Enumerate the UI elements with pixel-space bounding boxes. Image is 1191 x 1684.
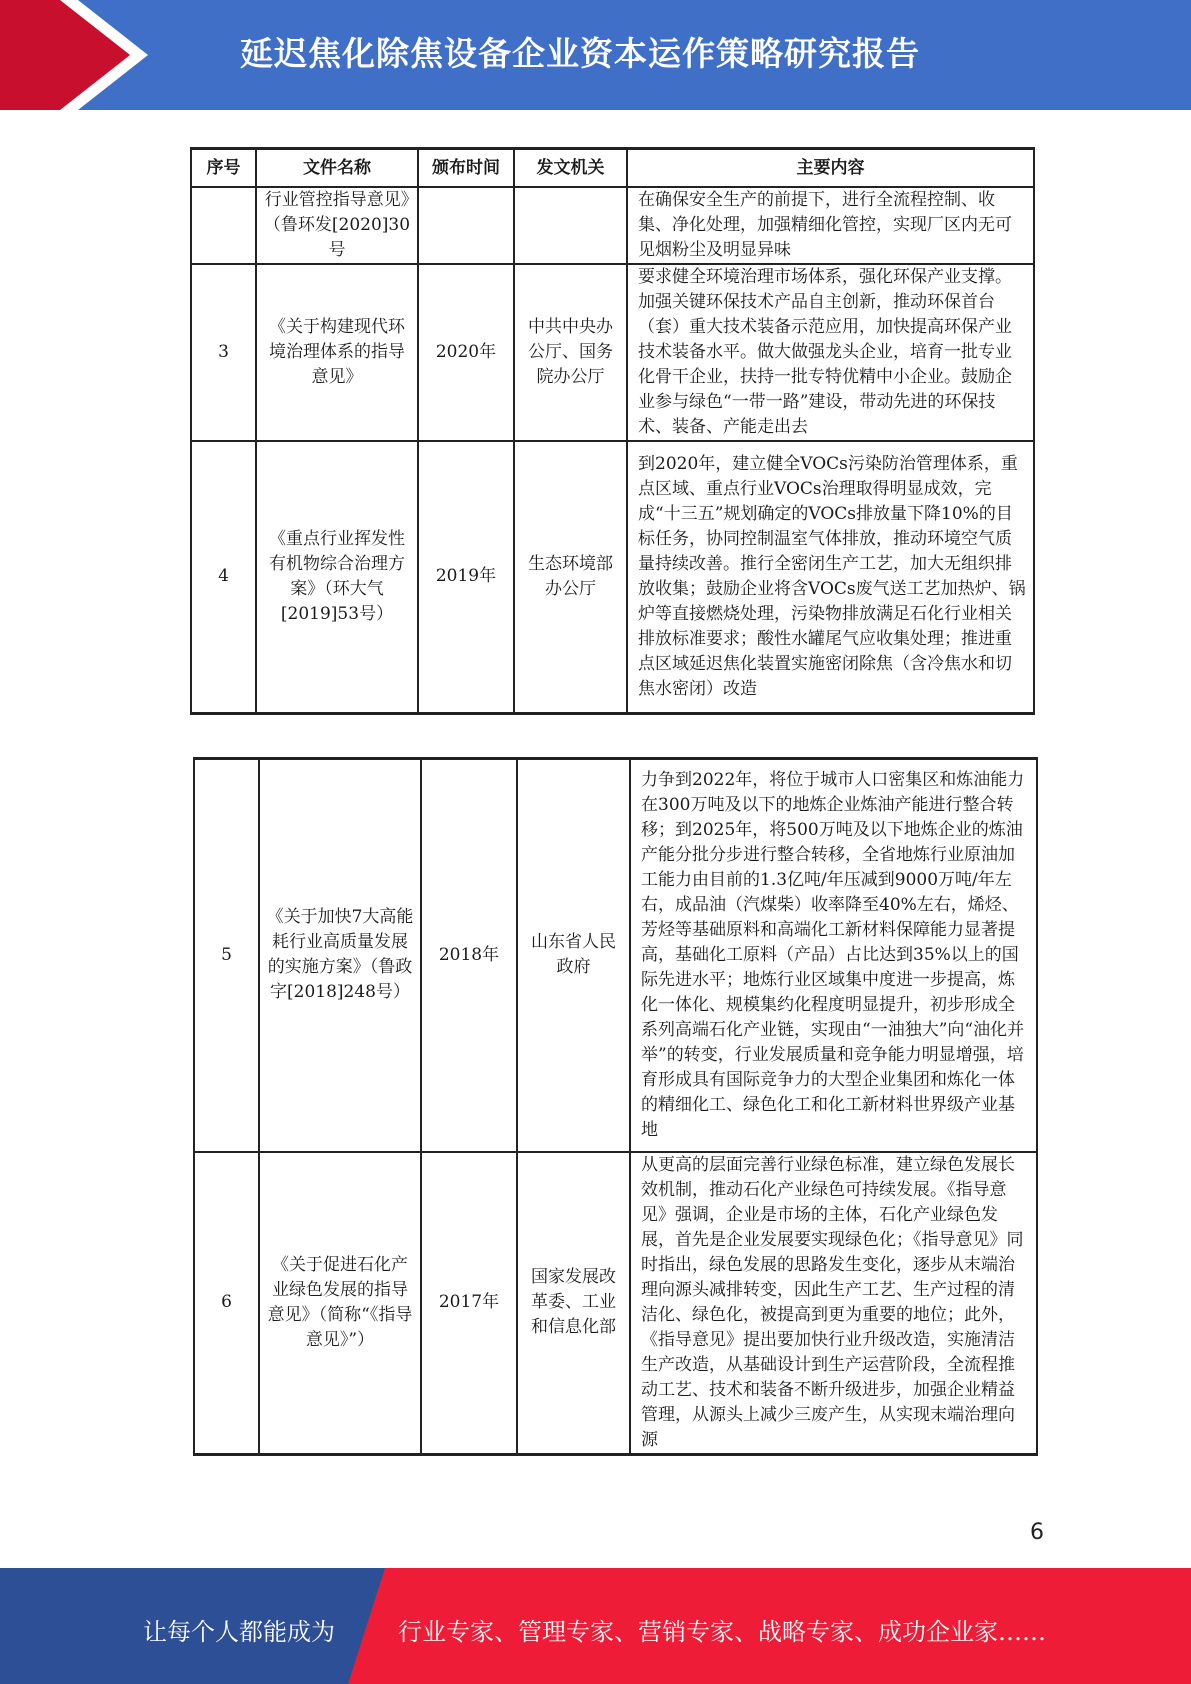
- footer-slogan-left: 让每个人都能成为: [143, 1618, 335, 1646]
- table-row: [191, 441, 1034, 713]
- header-name: 文件名称: [256, 149, 418, 188]
- cell-year: 2019年: [418, 441, 514, 713]
- header-year: 颁布时间: [418, 149, 514, 188]
- cell-no: 6: [194, 1152, 259, 1455]
- cell-no: [191, 187, 256, 264]
- table-row: [191, 187, 1034, 264]
- header-content: 主要内容: [627, 149, 1034, 188]
- cell-year: 2020年: [418, 264, 514, 441]
- cell-name: 行业管控指导意见》（鲁环发[2020]30号: [256, 187, 418, 264]
- cell-content: 在确保安全生产的前提下，进行全流程控制、收集、净化处理，加强精细化管控，实现厂区内无可见烟粉尘及明显异味: [627, 187, 1034, 264]
- cell-content: 要求健全环境治理市场体系，强化环保产业支撑。加强关键环保技术产品自主创新，推动环保首台（套）重大技术装备示范应用，加快提高环保产业技术装备水平。做大做强龙头企业，培育一批专业化骨干企业，扶持一批专特优精中小企业。鼓励企业参与绿色“一带一路”建设，带动先进的环保技术、装备、产能走出去: [627, 264, 1034, 441]
- cell-no: 3: [191, 264, 256, 441]
- table-row: [191, 264, 1034, 441]
- page-number: 6: [1030, 1520, 1044, 1545]
- policy-table-part-2: [193, 757, 1038, 1456]
- cell-issuer: 国家发展改革委、工业和信息化部: [517, 1152, 630, 1455]
- cell-no: 5: [194, 759, 259, 1152]
- cell-content: 力争到2022年，将位于城市人口密集区和炼油能力在300万吨及以下的地炼企业炼油产能进行整合转移；到2025年，将500万吨及以下地炼企业的炼油产能分批分步进行整合转移，全省地炼行业原油加工能力由目前的1.3亿吨/年压减到9000万吨/年左右，成品油（汽煤柴）收率降至40%左右，烯烃、芳烃等基础原料和高端化工新材料保障能力显著提高，基础化工原料（产品）占比达到35%以上的国际先进水平；地炼行业区域集中度进一步提高，炼化一体化、规模集约化程度明显提升，初步形成全系列高端石化产业链，实现由“一油独大”向“油化并举”的转变，行业发展质量和竞争能力明显增强，培育形成具有国际竞争力的大型企业集团和炼化一体的精细化工、绿色化工和化工新材料世界级产业基地: [630, 759, 1037, 1152]
- cell-issuer: 生态环境部办公厅: [514, 441, 627, 713]
- cell-issuer: [514, 187, 627, 264]
- table-header-row: [191, 149, 1034, 188]
- cell-name: 《重点行业挥发性有机物综合治理方案》（环大气[2019]53号）: [256, 441, 418, 713]
- header-no: 序号: [191, 149, 256, 188]
- page-footer: [0, 1568, 1191, 1684]
- header-issuer: 发文机关: [514, 149, 627, 188]
- page-header: [0, 0, 1191, 110]
- cell-year: [418, 187, 514, 264]
- cell-issuer: 中共中央办公厅、国务院办公厅: [514, 264, 627, 441]
- footer-slogan-right: 行业专家、管理专家、营销专家、战略专家、成功企业家……: [398, 1618, 1046, 1646]
- report-title: 延迟焦化除焦设备企业资本运作策略研究报告: [240, 34, 920, 73]
- cell-content: 从更高的层面完善行业绿色标准，建立绿色发展长效机制，推动石化产业绿色可持续发展。《指导意见》强调，企业是市场的主体，石化产业绿色发展，首先是企业发展要实现绿色化；《指导意见》同时指出，绿色发展的思路发生变化，逐步从末端治理向源头减排转变，因此生产工艺、生产过程的清洁化、绿色化，被提高到更为重要的地位；此外，《指导意见》提出要加快行业升级改造，实施清洁生产改造，从基础设计到生产运营阶段，全流程推动工艺、技术和装备不断升级进步，加强企业精益管理，从源头上减少三废产生，从实现末端治理向源: [630, 1152, 1037, 1455]
- cell-name: 《关于加快7大高能耗行业高质量发展的实施方案》（鲁政字[2018]248号）: [259, 759, 421, 1152]
- cell-content: 到2020年，建立健全VOCs污染防治管理体系，重点区域、重点行业VOCs治理取得明显成效，完成“十三五”规划确定的VOCs排放量下降10%的目标任务，协同控制温室气体排放，推动环境空气质量持续改善。推行全密闭生产工艺，加大无组织排放收集；鼓励企业将含VOCs废气送工艺加热炉、锅炉等直接燃烧处理，污染物排放满足石化行业相关排放标准要求；酸性水罐尾气应收集处理；推进重点区域延迟焦化装置实施密闭除焦（含冷焦水和切焦水密闭）改造: [627, 441, 1034, 713]
- cell-year: 2017年: [421, 1152, 517, 1455]
- cell-year: 2018年: [421, 759, 517, 1152]
- table-row: [194, 1152, 1037, 1455]
- table-row: [194, 759, 1037, 1152]
- cell-name: 《关于构建现代环境治理体系的指导意见》: [256, 264, 418, 441]
- cell-name: 《关于促进石化产业绿色发展的指导意见》（简称“《指导意见》”）: [259, 1152, 421, 1455]
- cell-issuer: 山东省人民政府: [517, 759, 630, 1152]
- policy-table-part-1: [190, 147, 1035, 715]
- cell-no: 4: [191, 441, 256, 713]
